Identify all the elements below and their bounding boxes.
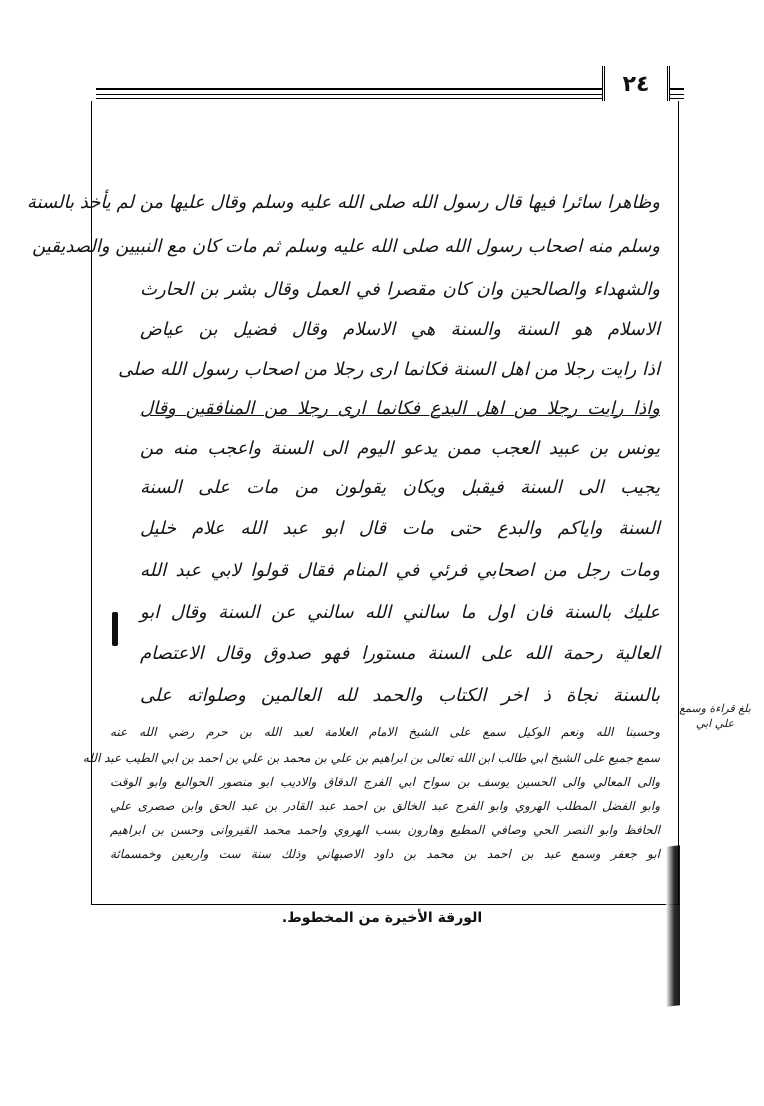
manuscript-line: وظاهرا سائرا فيها قال رسول الله صلى الله عليه وسلم وقال عليها من لم يأخذ بالسنة	[26, 192, 660, 213]
manuscript-line: اذا رايت رجلا من اهل السنة فكانما ارى رجلا من اصحاب رسول الله صلى	[118, 359, 660, 380]
manuscript-line: الاسلام هو السنة والسنة هي الاسلام وقال فضيل بن عياض	[140, 319, 660, 340]
manuscript-page	[26, 101, 679, 905]
colophon-line: سمع جميع على الشيخ ابي طالب ابن الله تعالى بن ابراهيم بن علي بن محمد بن علي بن احمد بن ابي الطيب عبد الله	[82, 751, 660, 765]
manuscript-line: العالية رحمة الله على السنة مستورا فهو صدوق وقال الاعتصام	[140, 643, 660, 664]
manuscript-line: ومات رجل من اصحابي فرئي في المنام فقال قولوا لابي عبد الله	[140, 560, 660, 581]
ink-mark	[112, 612, 118, 646]
header-rule-line	[96, 98, 684, 99]
page-number-box	[602, 66, 670, 102]
margin-note: بلغ قراءة وسمع علي ابي	[679, 702, 751, 730]
manuscript-line: والشهداء والصالحين وان كان مقصرا في العمل وقال بشر بن الحارث	[140, 279, 660, 300]
colophon-line: الحافظ وابو النصر الحي وصافي المطيع وهارون بسب الهروي واحمد محمد القيروانى وحسن بن ابراهيم	[110, 823, 660, 837]
figure-caption: الورقة الأخيرة من المخطوط.	[281, 910, 483, 926]
manuscript-line: يونس بن عبيد العجب ممن يدعو اليوم الى السنة واعجب منه من	[140, 438, 660, 459]
colophon-line: وحسبنا الله ونعم الوكيل سمع على الشيخ الامام العلامة لعبد الله بن حرم رضي الله عنه	[110, 725, 660, 739]
header-rule-line	[96, 94, 684, 95]
colophon-line: والى المعالي والى الحسين يوسف بن سواح ابي الفرج الدقاق والاديب ابو منصور الحوالبع وابو الوقت	[110, 775, 660, 789]
manuscript-line: وسلم منه اصحاب رسول الله صلى الله عليه وسلم ثم مات كان مع النبيين والصديقين	[32, 236, 660, 257]
header-rule-line	[96, 88, 684, 90]
colophon-line: ابو جعفر وسمع عبد بن احمد بن محمد بن داود الاصبهاني وذلك سنة ست واربعين وخمسمائة	[110, 847, 660, 861]
scan-shadow	[666, 845, 680, 1006]
manuscript-line: واذا رايت رجلا من اهل البدع فكانما ارى رجلا من المنافقين وقال	[140, 398, 660, 419]
page-number: ٢٤	[622, 71, 650, 97]
manuscript-line: بالسنة نجاة ذ اخر الكتاب والحمد لله العالمين وصلواته على	[140, 685, 660, 706]
colophon-line: وابو الفضل المطلب الهروي وابو الفرج عبد الخالق بن احمد عبد القادر بن عبد الحق وابن صصرى علي	[110, 799, 660, 813]
manuscript-line: السنة واياكم والبدع حتى مات قال ابو عبد الله علام خليل	[140, 518, 660, 539]
manuscript-line: عليك بالسنة فان اول ما سالني الله سالني عن السنة وقال ابو	[140, 602, 660, 623]
manuscript-line: يجيب الى السنة فيقبل ويكان يقولون من مات على السنة	[140, 477, 660, 498]
